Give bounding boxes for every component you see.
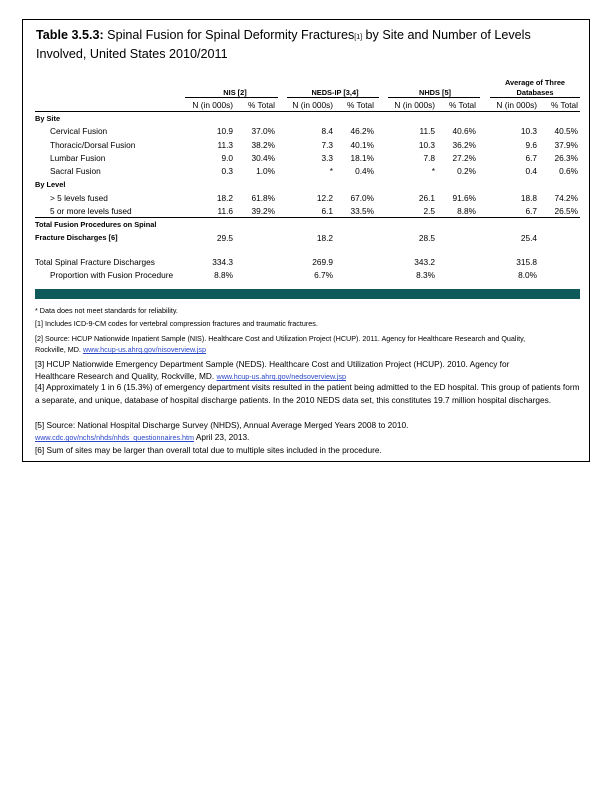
sub-header-cell: % Total bbox=[247, 100, 275, 110]
total-fusion-cell: 28.5 bbox=[418, 233, 435, 243]
table-cell: 74.2% bbox=[554, 193, 578, 203]
table-cell: 6.7 bbox=[525, 153, 537, 163]
header-bottom-rule bbox=[35, 111, 580, 112]
table-cell: * bbox=[329, 166, 333, 176]
table-cell: 12.2 bbox=[316, 193, 333, 203]
header-rule-avg bbox=[490, 97, 580, 98]
table-cell: 18.8 bbox=[520, 193, 537, 203]
total-fusion-cell: 29.5 bbox=[216, 233, 233, 243]
note-6: [6] Sum of sites may be larger than overall total due to multiple sites included in the procedure. bbox=[35, 445, 382, 455]
table-cell: 39.2% bbox=[251, 206, 275, 216]
table-cell: 46.2% bbox=[350, 126, 374, 136]
avg-header-line2: Databases bbox=[516, 88, 554, 97]
note-2a: [2] Source: HCUP Nationwide Inpatient Sample (NIS). Healthcare Cost and Utilization Project (HCUP). 2011. Agency for Healthcare Research and Quality, bbox=[35, 334, 526, 343]
note-1: [1] Includes ICD-9-CM codes for vertebral compression fractures and traumatic fractures. bbox=[35, 319, 318, 328]
proportion-cell: 8.8% bbox=[214, 270, 233, 280]
row-label: Thoracic/Dorsal Fusion bbox=[50, 140, 136, 150]
note-5-link-line: www.cdc.gov/nchs/nhds/nhds_questionnaires.htm April 23, 2013. bbox=[35, 432, 250, 442]
sub-header-cell: % Total bbox=[448, 100, 476, 110]
table-cell: 9.6 bbox=[525, 140, 537, 150]
total-fusion-label-2: Fracture Discharges [6] bbox=[35, 233, 118, 242]
row-label: Lumbar Fusion bbox=[50, 153, 106, 163]
table-cell: * bbox=[431, 166, 435, 176]
header-rule-nis bbox=[185, 97, 278, 98]
table-cell: 3.3 bbox=[321, 153, 333, 163]
proportion-label: Proportion with Fusion Procedure bbox=[50, 270, 174, 280]
table-cell: 8.4 bbox=[321, 126, 333, 136]
table-cell: 7.3 bbox=[321, 140, 333, 150]
header-rule-neds bbox=[287, 97, 379, 98]
sub-header-cell: N (in 000s) bbox=[292, 100, 333, 110]
table-cell: 91.6% bbox=[452, 193, 476, 203]
avg-header-line1: Average of Three bbox=[504, 78, 566, 87]
sub-header-cell: % Total bbox=[346, 100, 374, 110]
note-2b: Rockville, MD. www.hcup-us.ahrq.gov/nisoverview.jsp bbox=[35, 345, 206, 354]
table-cell: 61.8% bbox=[251, 193, 275, 203]
total-fusion-label-1: Total Fusion Procedures on Spinal bbox=[35, 220, 157, 229]
table-cell: 2.5 bbox=[423, 206, 435, 216]
table-cell: 0.4 bbox=[525, 166, 537, 176]
table-cell: 40.1% bbox=[350, 140, 374, 150]
table-cell: 1.0% bbox=[256, 166, 275, 176]
group-header-nis: NIS [2] bbox=[223, 88, 247, 97]
table-cell: 36.2% bbox=[452, 140, 476, 150]
table-cell: 8.8% bbox=[457, 206, 476, 216]
table-cell: 37.0% bbox=[251, 126, 275, 136]
note-5: [5] Source: National Hospital Discharge Survey (NHDS), Annual Average Merged Years 2008 to 2010. bbox=[35, 420, 409, 430]
group-header-nhds: NHDS [5] bbox=[418, 88, 452, 97]
table-cell: 0.3 bbox=[221, 166, 233, 176]
table-cell: 11.5 bbox=[419, 126, 435, 136]
section-by-level: By Level bbox=[35, 180, 66, 189]
sub-header-cell: N (in 000s) bbox=[192, 100, 233, 110]
teal-divider-band bbox=[35, 289, 580, 299]
note-3b: Healthcare Research and Quality, Rockville, MD. www.hcup-us.ahrq.gov/nedsoverview.jsp bbox=[35, 371, 346, 381]
table-cell: 11.6 bbox=[217, 206, 233, 216]
table-cell: 26.3% bbox=[554, 153, 578, 163]
table-cell: 33.5% bbox=[350, 206, 374, 216]
table-cell: 40.6% bbox=[452, 126, 476, 136]
table-cell: 10.3 bbox=[520, 126, 537, 136]
proportion-cell: 8.0% bbox=[518, 270, 537, 280]
nis-overview-link[interactable]: www.hcup-us.ahrq.gov/nisoverview.jsp bbox=[82, 345, 206, 354]
nhds-questionnaires-link[interactable]: www.cdc.gov/nchs/nhds/nhds_questionnaires.htm bbox=[35, 433, 195, 442]
table-cell: 6.1 bbox=[321, 206, 333, 216]
row-label: 5 or more levels fused bbox=[50, 206, 132, 216]
table-cell: 67.0% bbox=[350, 193, 374, 203]
proportion-cell: 8.3% bbox=[416, 270, 435, 280]
table-cell: 37.9% bbox=[554, 140, 578, 150]
table-cell: 9.0 bbox=[221, 153, 233, 163]
sub-header-cell: N (in 000s) bbox=[496, 100, 537, 110]
table-cell: 10.9 bbox=[216, 126, 233, 136]
row-label: Sacral Fusion bbox=[50, 166, 101, 176]
section-by-site: By Site bbox=[35, 114, 61, 123]
table-cell: 18.2 bbox=[216, 193, 233, 203]
note-3a: [3] HCUP Nationwide Emergency Department Sample (NEDS). Healthcare Cost and Utilization Project (HCUP). 2010. Agency for bbox=[35, 359, 510, 369]
table-cell: 0.4% bbox=[355, 166, 374, 176]
table-cell: 0.2% bbox=[457, 166, 476, 176]
row-label: > 5 levels fused bbox=[50, 193, 108, 203]
sub-header-cell: % Total bbox=[550, 100, 578, 110]
proportion-cell: 6.7% bbox=[314, 270, 333, 280]
total-discharges-cell: 315.8 bbox=[516, 257, 537, 267]
table-cell: 30.4% bbox=[251, 153, 275, 163]
total-fusion-cell: 25.4 bbox=[520, 233, 537, 243]
table-cell: 11.3 bbox=[217, 140, 233, 150]
by-level-bottom-rule bbox=[35, 217, 580, 218]
table-cell: 0.6% bbox=[559, 166, 578, 176]
group-header-neds: NEDS-IP [3,4] bbox=[311, 88, 359, 97]
header-rule-nhds bbox=[388, 97, 480, 98]
note-reliability: * Data does not meet standards for reliability. bbox=[35, 306, 178, 315]
total-discharges-label: Total Spinal Fracture Discharges bbox=[35, 257, 155, 267]
table-cell: 26.1 bbox=[418, 193, 435, 203]
sub-header-cell: N (in 000s) bbox=[394, 100, 435, 110]
row-label: Cervical Fusion bbox=[50, 126, 108, 136]
total-fusion-cell: 18.2 bbox=[316, 233, 333, 243]
table-title: Table 3.5.3: Spinal Fusion for Spinal Deformity Fractures[1] by Site and Number of Levels Involved, United States 2010/2011 bbox=[36, 28, 531, 61]
table-cell: 27.2% bbox=[452, 153, 476, 163]
total-discharges-cell: 269.9 bbox=[312, 257, 333, 267]
table-cell: 40.5% bbox=[554, 126, 578, 136]
total-discharges-cell: 343.2 bbox=[414, 257, 435, 267]
table-cell: 10.3 bbox=[418, 140, 435, 150]
total-discharges-cell: 334.3 bbox=[212, 257, 233, 267]
table-cell: 6.7 bbox=[525, 206, 537, 216]
neds-overview-link[interactable]: www.hcup-us.ahrq.gov/nedsoverview.jsp bbox=[216, 372, 346, 381]
note-4: [4] Approximately 1 in 6 (15.3%) of emergency department visits resulted in the patient being admitted to the ED hospital. This group of patients form a separate, and unique, database of hospital discharge patients. In the 2010 NEDS data set, this constitutes 19.7 million hospital discharges. bbox=[35, 382, 580, 405]
table-cell: 18.1% bbox=[350, 153, 374, 163]
table-cell: 26.5% bbox=[554, 206, 578, 216]
table-cell: 7.8 bbox=[423, 153, 435, 163]
table-cell: 38.2% bbox=[251, 140, 275, 150]
